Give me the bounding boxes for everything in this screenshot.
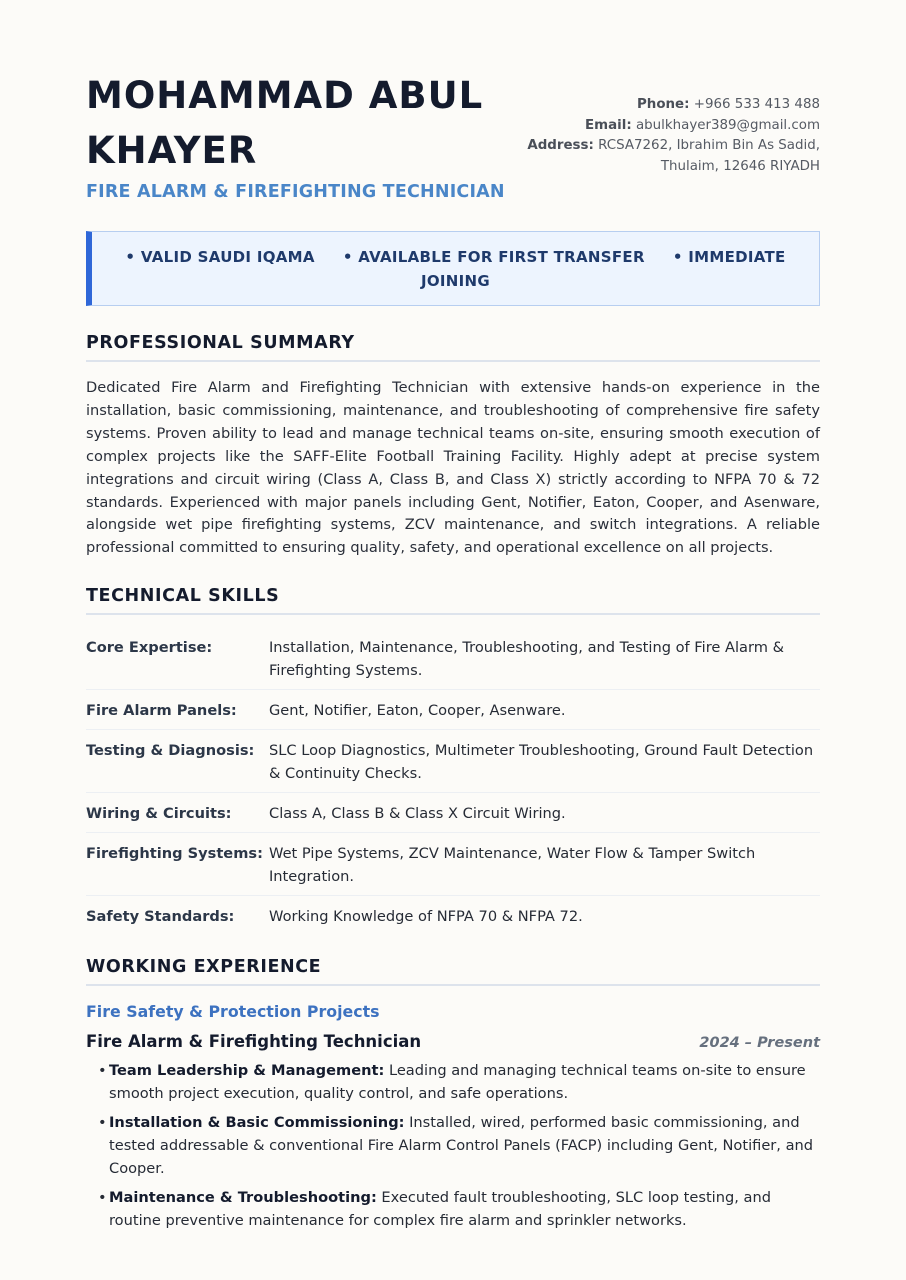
skill-row: [86, 635, 820, 690]
banner-row: [125, 245, 785, 269]
skill-value: Wet Pipe Systems, ZCV Maintenance, Water Flow & Tamper Switch Integration.: [269, 845, 756, 886]
experience-section: [86, 957, 820, 1232]
resume-header: [86, 0, 820, 222]
skill-label: Fire Alarm Panels:: [86, 702, 237, 720]
skill-value: Working Knowledge of NFPA 70 & NFPA 72.: [269, 908, 583, 926]
job-bullets: [86, 1059, 820, 1232]
list-item: [98, 1059, 820, 1105]
banner-item-joining-cont: JOINING: [420, 271, 490, 290]
bullet-label: Maintenance & Troubleshooting:: [109, 1189, 377, 1207]
list-item: [98, 1186, 820, 1232]
summary-title: PROFESSIONAL SUMMARY: [86, 333, 820, 362]
job-title: Fire Alarm & Firefighting Technician: [86, 1032, 422, 1052]
skill-label: Firefighting Systems:: [86, 845, 263, 863]
email-label: Email:: [585, 117, 632, 133]
bullet-label: Team Leadership & Management:: [109, 1062, 385, 1080]
list-item: [98, 1111, 820, 1180]
skill-row: [86, 738, 820, 793]
bullet-text: Leading and managing technical teams on-site to ensure smooth project execution, quality control, and safe operations.: [109, 1062, 806, 1103]
banner-item-iqama: • VALID SAUDI IQAMA: [125, 247, 315, 266]
summary-text: Dedicated Fire Alarm and Firefighting Technician with extensive hands-on experience in the installation, basic commissioning, maintenance, and troubleshooting of comprehensive fire safety systems. Proven ability to lead and manage technical teams on-site, ensuring smooth execution of complex projects like the SAFF-Elite Football Training Facility. Highly adept at precise system integrations and circuit wiring (Class A, Class B, and Class X) strictly according to NFPA 70 & 72 standards. Experienced with major panels including Gent, Notifier, Eaton, Cooper, and Asenware, alongside wet pipe firefighting systems, ZCV maintenance, and switch integrations. A reliable professional committed to ensuring quality, safety, and operational excellence on all projects.: [86, 379, 820, 557]
bullet-text: Installed, wired, performed basic commissioning, and tested addressable & conventional Fire Alarm Control Panels (FACP) including Gent, Notifier, and Cooper.: [109, 1114, 814, 1178]
skill-label: Core Expertise:: [86, 639, 213, 657]
phone-label: Phone:: [636, 97, 690, 112]
skill-row: [86, 801, 820, 833]
skill-value: Installation, Maintenance, Troubleshooting, and Testing of Fire Alarm & Firefighting Systems.: [269, 639, 784, 680]
skill-row: [86, 841, 820, 896]
skills-table: [86, 635, 820, 935]
summary-section: [86, 333, 820, 560]
job-role: FIRE ALARM & FIREFIGHTING TECHNICIAN: [86, 182, 505, 202]
skill-label: Wiring & Circuits:: [86, 805, 232, 823]
skill-row: [86, 904, 820, 935]
contact-phone: [520, 95, 820, 116]
address-line2: Thulaim, 12646 RIYADH: [660, 158, 820, 174]
phone-value: +966 533 413 488: [693, 97, 820, 112]
banner-item-transfer: • AVAILABLE FOR FIRST TRANSFER: [342, 247, 645, 266]
skill-value: Class A, Class B & Class X Circuit Wiring.: [269, 805, 566, 823]
skill-label: Safety Standards:: [86, 908, 235, 926]
contact-email: [520, 116, 820, 137]
job-header: [86, 1032, 820, 1051]
skills-title: TECHNICAL SKILLS: [86, 586, 820, 615]
company-name: Fire Safety & Protection Projects: [86, 1002, 380, 1022]
bullet-label: Installation & Basic Commissioning:: [109, 1114, 405, 1132]
skill-row: [86, 698, 820, 730]
skills-section: [86, 586, 820, 935]
bullet-text: Executed fault troubleshooting, SLC loop testing, and routine preventive maintenance for complex fire alarm and sprinkler networks.: [109, 1189, 771, 1230]
experience-title: WORKING EXPERIENCE: [86, 957, 820, 986]
highlights-banner: [86, 231, 820, 306]
skill-value: SLC Loop Diagnostics, Multimeter Troubleshooting, Ground Fault Detection & Continuity Checks.: [269, 742, 814, 783]
skill-label: Testing & Diagnosis:: [86, 742, 255, 760]
contact-address: [520, 136, 820, 157]
candidate-name: MOHAMMAD ABUL KHAYER: [86, 74, 484, 172]
address-line1: RCSA7262, Ibrahim Bin As Sadid,: [598, 138, 820, 153]
contact-block: [520, 95, 820, 177]
address-label: Address:: [527, 138, 594, 153]
banner-item-joining: • IMMEDIATE: [672, 247, 786, 266]
skill-value: Gent, Notifier, Eaton, Cooper, Asenware.: [269, 702, 566, 720]
job-date: 2024 – Present: [699, 1035, 820, 1052]
email-value: abulkhayer389@gmail.com: [635, 117, 820, 133]
